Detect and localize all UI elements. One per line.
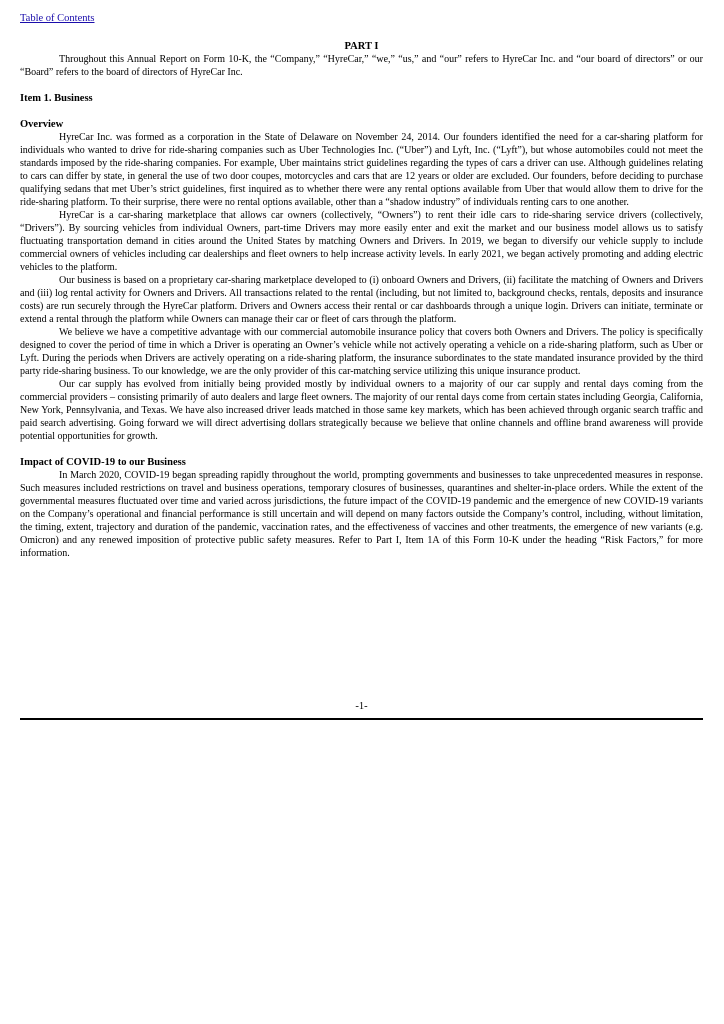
overview-paragraph-1: HyreCar Inc. was formed as a corporation in the State of Delaware on November 24, 2014. Our founders identified the need for a car-sharing platform for individuals who wanted to drive for ride-sharing companies such as Uber Technologies Inc. (“Uber”) and Lyft, Inc. (“Lyft”), but whose automobiles could not meet the standards imposed by the ride-sharing companies. For example, Uber maintains strict guidelines regarding the types of cars a driver can use. Although guidelines relating to cars can differ by state, in general the use of two door coupes, motorcycles and cars that are 12 years or older are excluded. Our founders, before deciding to purchase qualifying sedans that met Uber’s strict guidelines, first inquired as to whether there were any rental options available from Uber that would allow them to drive for the ride-sharing platform. To their surprise, there were no rental options available, other than a “shadow industry” of individuals renting cars to one another. bbox=[20, 132, 703, 208]
intro-paragraph: Throughout this Annual Report on Form 10-K, the “Company,” “HyreCar,” “we,” “us,” and “our” refers to HyreCar Inc. and “our board of directors” or our “Board” refers to the board of directors of HyreCar Inc. bbox=[20, 54, 703, 78]
page-divider bbox=[20, 718, 703, 720]
overview-heading: Overview bbox=[20, 119, 64, 130]
page-number: -1- bbox=[355, 701, 368, 712]
overview-paragraph-5: Our car supply has evolved from initially being provided mostly by individual owners to a majority of our car supply and rental days coming from the commercial providers – consisting primarily of auto dealers and large fleet owners. The majority of our rental days come from certain states including Georgia, California, New York, Pennsylvania, and Texas. We have also increased driver leads matched in those same key markets, which has been achieved through organic search traffic and paid search advertising. Going forward we will direct advertising dollars strategically because we believe that online channels and offline brand awareness will provide potential opportunities for growth. bbox=[20, 379, 703, 442]
overview-paragraph-4: We believe we have a competitive advantage with our commercial automobile insurance policy that covers both Owners and Drivers. The policy is specifically designed to cover the period of time in which a Driver is operating an Owner’s vehicle while not actively operating a vehicle on a ride-sharing platform, such as Uber or Lyft. During the periods when Drivers are actively operating on a ride-sharing platform, the insurance subordinates to the state mandated insurance provided by the third party ride-sharing business. To our knowledge, we are the only provider of this car-matching service utilizing this unique insurance product. bbox=[20, 327, 703, 377]
overview-paragraph-3: Our business is based on a proprietary car-sharing marketplace developed to (i) onboard Owners and Drivers, (ii) facilitate the matching of Owners and Drivers and (iii) log rental activity for Owners and Drivers. All transactions related to the rental (including, but not limited to, background checks, rentals, deposits and insurance costs) are run securely through the HyreCar platform. Drivers and Owners access their rental or car dashboards through a unique login. Drivers can initiate, terminate or extend a rental through the platform while Owners can manage their car or fleet of cars through the platform. bbox=[20, 275, 703, 325]
document-page bbox=[20, 8, 703, 712]
part-title: PART I bbox=[344, 41, 379, 52]
covid-heading: Impact of COVID-19 to our Business bbox=[20, 457, 186, 468]
item-1-heading: Item 1. Business bbox=[20, 93, 93, 104]
table-of-contents-link[interactable]: Table of Contents bbox=[20, 13, 95, 24]
overview-paragraph-2: HyreCar is a car-sharing marketplace that allows car owners (collectively, “Owners”) to rent their idle cars to ride-sharing service drivers (collectively, “Drivers”). By sourcing vehicles from individual Owners, part-time Drivers may more easily enter and exit the market and our business model allows us to satisfy fluctuating transportation demand in cities around the United States by matching Owners and Drivers. In 2019, we began to diversify our vehicle supply to include commercial owners of vehicles including car dealerships and fleet owners to help increase activity levels. In early 2021, we began actively promoting and adding electric vehicles to the platform. bbox=[20, 210, 703, 273]
covid-paragraph: In March 2020, COVID-19 began spreading rapidly throughout the world, prompting governments and businesses to take unprecedented measures in response. Such measures included restrictions on travel and business operations, temporary closures of businesses, quarantines and shelter-in-place orders. While the extent of the governmental measures fluctuated over time and varied across jurisdictions, the future impact of the COVID-19 pandemic and the emergence of new COVID-19 variants on the Company’s operational and financial performance is still uncertain and will depend on many factors outside the Company’s control, including, without limitation, the timing, extent, trajectory and duration of the pandemic, vaccination rates, and the effectiveness of vaccines and other treatments, the emergence of new variants (e.g. Omicron) and any renewed imposition of protective public safety measures. Refer to Part I, Item 1A of this Form 10-K under the heading “Risk Factors,” for more information. bbox=[20, 470, 703, 559]
